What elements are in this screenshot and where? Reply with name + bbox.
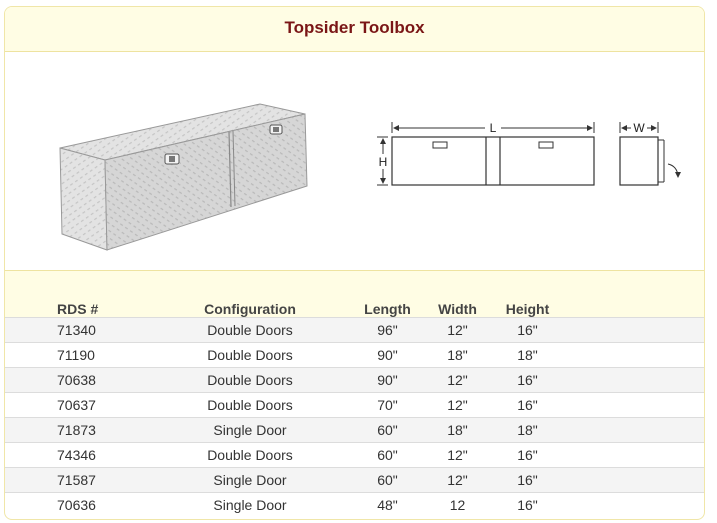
configuration-cell: Double Doors xyxy=(207,447,293,463)
table-row xyxy=(5,342,704,367)
table-row xyxy=(5,392,704,417)
length-cell: 90" xyxy=(377,347,398,363)
length-cell: 60" xyxy=(377,472,398,488)
header-configuration: Configuration xyxy=(204,301,296,317)
rds-cell: 70638 xyxy=(57,372,96,388)
width-cell: 18" xyxy=(447,347,468,363)
rds-cell: 70637 xyxy=(57,397,96,413)
header-rds: RDS # xyxy=(57,301,99,317)
length-dimension-label: L xyxy=(489,121,497,135)
table-header xyxy=(5,270,704,318)
rds-cell: 71873 xyxy=(57,422,96,438)
height-dimension-label: H xyxy=(378,155,388,169)
length-cell: 70" xyxy=(377,397,398,413)
width-cell: 12" xyxy=(447,322,468,338)
rds-cell: 70636 xyxy=(57,497,96,513)
dimension-drawing-side xyxy=(620,121,681,185)
header-length: Length xyxy=(364,301,411,317)
toolbox-photo xyxy=(60,104,307,250)
width-cell: 12" xyxy=(447,397,468,413)
product-figure xyxy=(5,52,704,270)
configuration-cell: Single Door xyxy=(213,497,287,513)
width-cell: 12" xyxy=(447,472,468,488)
width-dimension-label: W xyxy=(633,121,645,135)
height-cell: 16" xyxy=(517,372,538,388)
height-cell: 16" xyxy=(517,447,538,463)
length-cell: 60" xyxy=(377,447,398,463)
table-row xyxy=(5,317,704,342)
specs-table-body xyxy=(5,317,704,517)
width-cell: 18" xyxy=(447,422,468,438)
card-header xyxy=(5,7,704,52)
header-width: Width xyxy=(438,301,477,317)
table-row xyxy=(5,417,704,442)
height-cell: 18" xyxy=(517,422,538,438)
table-row xyxy=(5,492,704,517)
length-cell: 96" xyxy=(377,322,398,338)
width-cell: 12 xyxy=(449,497,466,513)
width-cell: 12" xyxy=(447,372,468,388)
rds-cell: 71190 xyxy=(57,347,95,363)
length-cell: 48" xyxy=(377,497,398,513)
rds-cell: 71587 xyxy=(57,472,96,488)
configuration-cell: Double Doors xyxy=(207,372,293,388)
length-cell: 90" xyxy=(377,372,398,388)
width-cell: 12" xyxy=(447,447,468,463)
height-cell: 16" xyxy=(517,397,538,413)
configuration-cell: Double Doors xyxy=(207,397,293,413)
toolbox-illustration xyxy=(5,52,704,270)
configuration-cell: Single Door xyxy=(213,472,287,488)
height-cell: 18" xyxy=(517,347,538,363)
table-row xyxy=(5,442,704,467)
height-cell: 16" xyxy=(517,322,538,338)
rds-cell: 71340 xyxy=(57,322,96,338)
dimension-drawing-front xyxy=(377,121,594,185)
header-height: Height xyxy=(505,301,550,317)
configuration-cell: Double Doors xyxy=(207,322,293,338)
configuration-cell: Single Door xyxy=(213,422,287,438)
height-cell: 16" xyxy=(517,472,538,488)
table-row xyxy=(5,367,704,392)
product-card xyxy=(4,6,705,520)
table-row xyxy=(5,467,704,492)
height-cell: 16" xyxy=(517,497,538,513)
configuration-cell: Double Doors xyxy=(207,347,293,363)
length-cell: 60" xyxy=(377,422,398,438)
page-title: Topsider Toolbox xyxy=(284,18,425,37)
rds-cell: 74346 xyxy=(57,447,96,463)
